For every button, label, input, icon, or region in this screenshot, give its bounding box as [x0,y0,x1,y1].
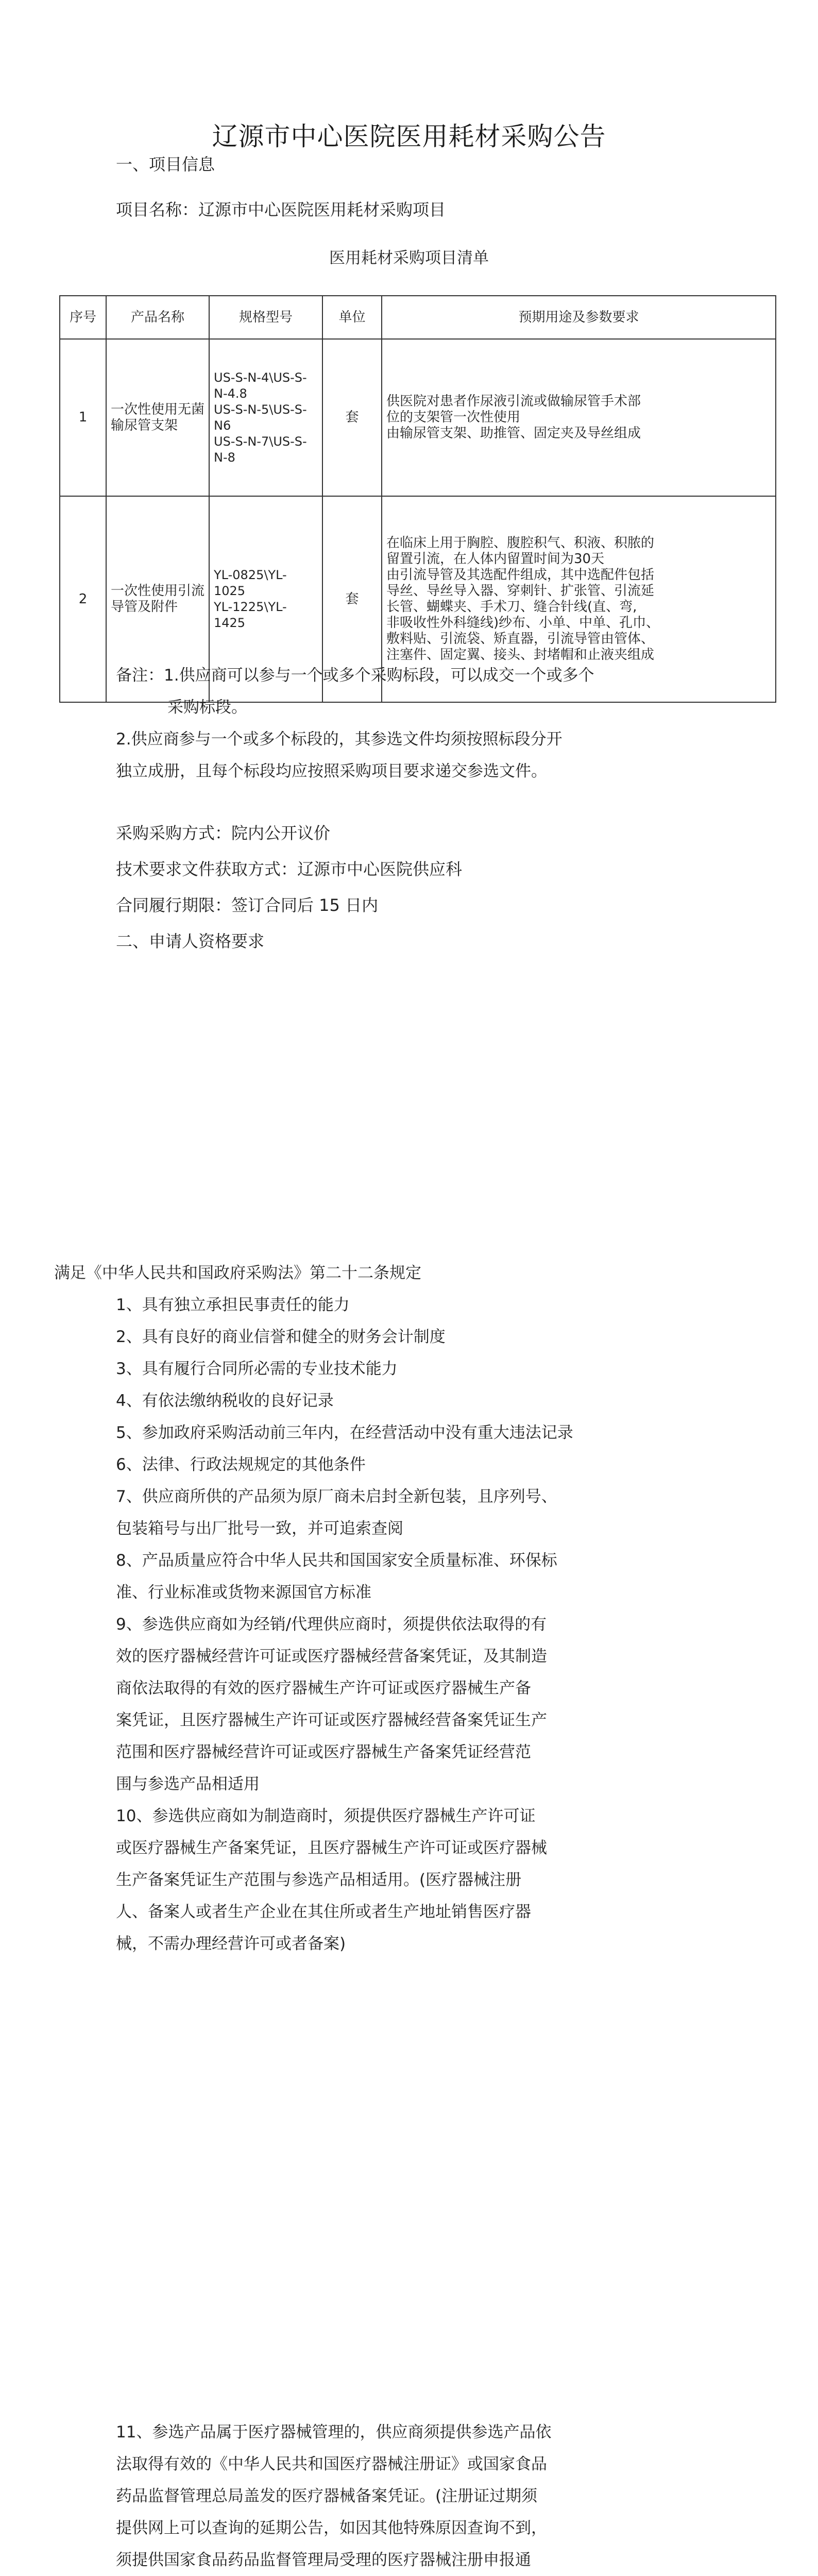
row2-spec-line: YL-1225\YL-1425 [214,600,287,630]
section2-heading: 二、申请人资格要求 [116,931,265,951]
qualification-item: 4、有依法缴纳税收的良好记录 [116,1392,334,1410]
qualification-item: 7、供应商所供的产品须为原厂商未启封全新包装，且序列号、 [116,1487,557,1506]
qualification-item-cont: 人、备案人或者生产企业在其住所或者生产地址销售医疗器 [116,1903,531,1921]
note-line: 采购标段。 [167,698,247,717]
row1-purpose-line: 由输尿管支架、助推管、固定夹及导丝组成 [386,426,641,441]
qualification-item-cont: 提供网上可以查询的延期公告，如因其他特殊原因查询不到， [116,2519,547,2537]
row1-name-line: 一次性使用无菌 [111,401,205,417]
qualification-item: 3、具有履行合同所必需的专业技术能力 [116,1360,398,1378]
qualifications-block-2 [116,2416,713,2576]
note-line: 2.供应商参与一个或多个标段的，其参选文件均须按照标段分开 [116,730,563,749]
header-spec: 规格型号 [209,296,322,339]
table-header-row [60,296,776,339]
row2-purpose-line: 敷料贴、引流袋、矫直器，引流导管由管体、 [386,631,655,647]
table-caption: 医用耗材采购项目清单 [329,249,489,267]
row2-unit: 套 [322,496,382,702]
row1-purpose-line: 位的支架管一次性使用 [386,410,521,425]
row1-name-line: 输尿管支架 [111,417,178,433]
row2-name-line: 一次性使用引流 [111,583,205,599]
row1-spec-line: US-S-N-4\US-S-N-4.8 [214,370,307,401]
header-purpose: 预期用途及参数要求 [382,296,776,339]
procurement-table [59,295,776,703]
header-product-name: 产品名称 [106,296,209,339]
project-name-line: 项目名称：辽源市中心医院医用耗材采购项目 [116,200,446,219]
purchase-method: 采购采购方式：院内公开议价 [116,823,331,843]
qualification-item-cont: 或医疗器械生产备案凭证，且医疗器械生产许可证或医疗器械 [116,1839,547,1857]
qualification-intro: 满足《中华人民共和国政府采购法》第二十二条规定 [54,1264,421,1282]
note-block [116,659,713,787]
contract-term: 合同履行期限：签订合同后 15 日内 [116,895,379,915]
qualification-item-cont: 生产备案凭证生产范围与参选产品相适用。(医疗器械注册 [116,1871,522,1889]
qualifications-block [54,1257,713,1960]
row1-no: 1 [60,339,106,496]
row1-purpose [382,339,776,496]
note-line: 备注：1.供应商可以参与一个或多个采购标段，可以成交一个或多个 [116,666,594,685]
qualification-item-cont: 效的医疗器械经营许可证或医疗器械经营备案凭证，及其制造 [116,1647,547,1666]
qualification-item: 8、产品质量应符合中华人民共和国国家安全质量标准、环保标 [116,1551,557,1570]
table-row [60,339,776,496]
row1-spec [209,339,322,496]
row2-no: 2 [60,496,106,702]
qualification-item: 6、法律、行政法规规定的其他条件 [116,1455,366,1474]
qualification-item-cont: 案凭证，且医疗器械生产许可证或医疗器械经营备案凭证生产 [116,1711,547,1730]
header-unit: 单位 [322,296,382,339]
qualification-item-cont: 准、行业标准或货物来源国官方标准 [116,1583,371,1602]
row1-unit: 套 [322,339,382,496]
row1-spec-line: US-S-N-7\US-S-N-8 [214,434,307,465]
row2-purpose-line: 非吸收性外科缝线)纱布、小单、中单、孔巾、 [386,615,660,631]
row1-name [106,339,209,496]
row1-purpose-line: 供医院对患者作尿液引流或做输尿管手术部 [386,394,641,409]
note-line: 独立成册，且每个标段均应按照采购项目要求递交参选文件。 [116,762,547,781]
qualification-item: 10、参选供应商如为制造商时，须提供医疗器械生产许可证 [116,1807,536,1825]
qualification-item-cont: 商依法取得的有效的医疗器械生产许可证或医疗器械生产备 [116,1679,531,1698]
qualification-item: 1、具有独立承担民事责任的能力 [116,1296,350,1314]
qualification-item-cont: 围与参选产品相适用 [116,1775,260,1793]
tech-file-method: 技术要求文件获取方式：辽源市中心医院供应科 [116,859,463,879]
row2-purpose-line: 导丝、导丝导入器、穿刺针、扩张管、引流延 [386,583,655,599]
qualification-item: 5、参加政府采购活动前三年内，在经营活动中没有重大违法记录 [116,1423,573,1442]
row2-name-line: 导管及附件 [111,599,178,615]
qualification-item-cont: 包装箱号与出厂批号一致，并可追索查阅 [116,1519,403,1538]
section1-heading: 一、项目信息 [116,155,215,174]
qualification-item: 2、具有良好的商业信誉和健全的财务会计制度 [116,1328,446,1346]
row2-purpose-line: 注塞件、固定翼、接头、封堵帽和止液夹组成 [386,647,655,663]
qualification-item-cont: 药品监督管理总局盖发的医疗器械备案凭证。(注册证过期须 [116,2487,538,2505]
qualification-item-cont: 械，不需办理经营许可或者备案) [116,1935,346,1953]
row2-purpose-line: 在临床上用于胸腔、腹腔积气、积液、积脓的 [386,535,655,551]
qualification-item-cont: 范围和医疗器械经营许可证或医疗器械生产备案凭证经营范 [116,1743,531,1761]
qualification-item: 9、参选供应商如为经销/代理供应商时，须提供依法取得的有 [116,1615,547,1634]
row2-purpose-line: 留置引流，在人体内留置时间为30天 [386,551,605,567]
row2-purpose-line: 长管、蝴蝶夹、手术刀、缝合针线(直、弯, [386,599,637,615]
qualification-item-cont: 须提供国家食品药品监督管理局受理的医疗器械注册申报通 [116,2551,531,2569]
document-title: 辽源市中心医院医用耗材采购公告 [212,122,606,151]
row2-spec-line: YL-0825\YL-1025 [214,568,287,598]
qualification-item: 11、参选产品属于医疗器械管理的，供应商须提供参选产品依 [116,2423,552,2442]
qualification-item-cont: 法取得有效的《中华人民共和国医疗器械注册证》或国家食品 [116,2455,547,2473]
row2-purpose-line: 由引流导管及其选配件组成，其中选配件包括 [386,567,655,583]
row1-spec-line: US-S-N-5\US-S-N6 [214,402,307,433]
header-no: 序号 [60,296,106,339]
